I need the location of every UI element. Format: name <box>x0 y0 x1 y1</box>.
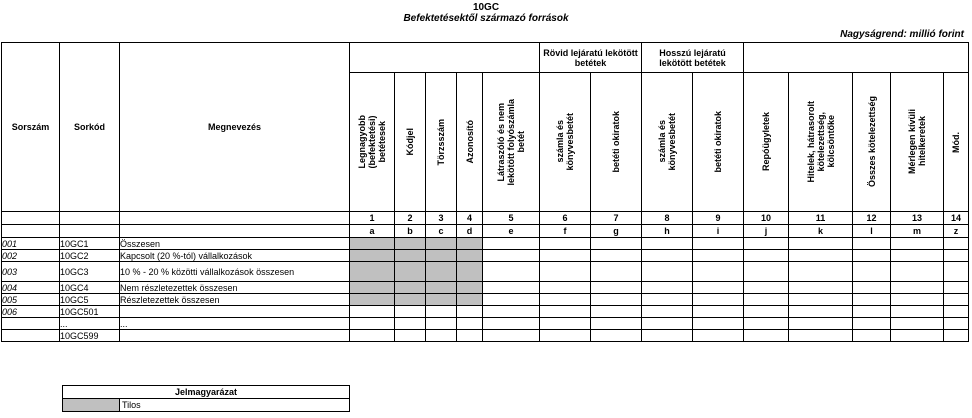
row-number: 005 <box>2 294 60 306</box>
col-number: 4 <box>457 212 483 225</box>
data-cell <box>540 282 591 294</box>
legend-label: Tilos <box>120 399 350 412</box>
col-letter: c <box>426 225 457 238</box>
data-cell <box>853 306 891 318</box>
data-cell <box>591 250 642 262</box>
data-cell <box>591 306 642 318</box>
header-blank-2 <box>744 43 969 73</box>
unit-note: Nagyságrend: millió forint <box>840 29 964 40</box>
row-code: 10GC4 <box>60 282 120 294</box>
forbidden-cell <box>350 262 395 282</box>
data-cell <box>642 330 693 342</box>
col-number: 12 <box>853 212 891 225</box>
forbidden-cell <box>395 262 426 282</box>
data-cell <box>891 318 944 330</box>
data-cell <box>395 318 426 330</box>
row-number: 006 <box>2 306 60 318</box>
data-cell <box>853 250 891 262</box>
data-cell <box>789 250 853 262</box>
data-cell <box>591 294 642 306</box>
data-cell <box>642 262 693 282</box>
col-letter: m <box>891 225 944 238</box>
forbidden-cell <box>457 294 483 306</box>
row-name: Nem részletezettek összesen <box>120 282 350 294</box>
data-cell <box>426 330 457 342</box>
data-cell <box>944 318 969 330</box>
data-cell <box>350 306 395 318</box>
table-row <box>2 330 969 342</box>
data-cell <box>483 250 540 262</box>
row-number: 003 <box>2 262 60 282</box>
forbidden-cell <box>395 250 426 262</box>
data-cell <box>944 294 969 306</box>
data-cell <box>642 306 693 318</box>
data-cell <box>395 330 426 342</box>
data-cell <box>426 306 457 318</box>
data-cell <box>483 238 540 250</box>
forbidden-cell <box>426 282 457 294</box>
row-number: 001 <box>2 238 60 250</box>
data-cell <box>426 318 457 330</box>
table-row <box>2 238 969 250</box>
col-letter: g <box>591 225 642 238</box>
data-cell <box>693 306 744 318</box>
data-cell <box>483 318 540 330</box>
data-cell <box>853 262 891 282</box>
row-number <box>2 330 60 342</box>
col-header-hitelek: Hitelek, hátrasorolt kötelezettség, kölcsöntőke <box>789 73 853 212</box>
col-letter: e <box>483 225 540 238</box>
col-letter: z <box>944 225 969 238</box>
col-header-kodjel: Kódjel <box>395 73 426 212</box>
col-number: 2 <box>395 212 426 225</box>
col-letter: f <box>540 225 591 238</box>
col-header-merlegen-kivuli: Mérlegen kívüli hitelkeretek <box>891 73 944 212</box>
legend <box>62 385 350 412</box>
data-cell <box>944 238 969 250</box>
row-name: 10 % - 20 % közötti vállalkozások összesen <box>120 262 350 282</box>
data-cell <box>693 330 744 342</box>
row-number: 004 <box>2 282 60 294</box>
data-cell <box>693 250 744 262</box>
row-code: 10GC501 <box>60 306 120 318</box>
data-cell <box>744 330 789 342</box>
data-cell <box>483 282 540 294</box>
forbidden-cell <box>426 294 457 306</box>
data-cell <box>853 330 891 342</box>
row-code: 10GC1 <box>60 238 120 250</box>
data-cell <box>744 318 789 330</box>
data-cell <box>744 282 789 294</box>
col-header-hosszu-okirat: betéti okiratok <box>693 73 744 212</box>
data-cell <box>483 306 540 318</box>
data-cell <box>642 250 693 262</box>
data-cell <box>457 306 483 318</box>
row-name <box>120 330 350 342</box>
row-code: 10GC3 <box>60 262 120 282</box>
number-row <box>2 212 969 225</box>
forbidden-cell <box>395 238 426 250</box>
col-letter: k <box>789 225 853 238</box>
data-cell <box>350 318 395 330</box>
row-code: 10GC599 <box>60 330 120 342</box>
col-number: 13 <box>891 212 944 225</box>
legend-swatch-gray <box>63 399 120 412</box>
col-letter: j <box>744 225 789 238</box>
forbidden-cell <box>350 238 395 250</box>
table-row <box>2 294 969 306</box>
row-name: ... <box>120 318 350 330</box>
data-cell <box>693 294 744 306</box>
forbidden-cell <box>395 294 426 306</box>
data-cell <box>395 306 426 318</box>
legend-title: Jelmagyarázat <box>63 386 350 399</box>
data-cell <box>693 262 744 282</box>
forbidden-cell <box>350 250 395 262</box>
data-cell <box>591 282 642 294</box>
col-letter: l <box>853 225 891 238</box>
data-cell <box>591 238 642 250</box>
table-row <box>2 250 969 262</box>
forbidden-cell <box>457 262 483 282</box>
table-row <box>2 262 969 282</box>
col-number: 8 <box>642 212 693 225</box>
data-cell <box>853 238 891 250</box>
data-cell <box>350 330 395 342</box>
col-letter: a <box>350 225 395 238</box>
data-cell <box>944 250 969 262</box>
data-cell <box>744 238 789 250</box>
col-number: 9 <box>693 212 744 225</box>
col-header-torzsszam: Törzsszám <box>426 73 457 212</box>
report-title: Befektetésektől származó források <box>403 13 569 24</box>
col-number: 10 <box>744 212 789 225</box>
forbidden-cell <box>426 250 457 262</box>
col-letter: h <box>642 225 693 238</box>
data-cell <box>591 262 642 282</box>
data-cell <box>642 294 693 306</box>
data-cell <box>891 250 944 262</box>
col-header-latraszolo: Látraszóló és nem lekötött folyószámla betét <box>483 73 540 212</box>
data-cell <box>944 306 969 318</box>
data-cell <box>483 330 540 342</box>
row-name: Részletezettek összesen <box>120 294 350 306</box>
main-table <box>1 42 969 342</box>
col-header-osszes: Összes kötelezettség <box>853 73 891 212</box>
data-cell <box>853 282 891 294</box>
data-cell <box>891 262 944 282</box>
data-cell <box>891 238 944 250</box>
data-cell <box>483 262 540 282</box>
data-cell <box>789 294 853 306</box>
data-cell <box>789 318 853 330</box>
data-cell <box>789 238 853 250</box>
data-cell <box>891 330 944 342</box>
col-number: 11 <box>789 212 853 225</box>
col-letter: d <box>457 225 483 238</box>
data-cell <box>540 330 591 342</box>
data-cell <box>891 294 944 306</box>
data-cell <box>540 238 591 250</box>
data-cell <box>789 282 853 294</box>
forbidden-cell <box>426 262 457 282</box>
data-cell <box>744 250 789 262</box>
col-header-azonosito: Azonosító <box>457 73 483 212</box>
row-number <box>2 318 60 330</box>
data-cell <box>853 294 891 306</box>
row-code: 10GC2 <box>60 250 120 262</box>
row-name: Összesen <box>120 238 350 250</box>
data-cell <box>693 282 744 294</box>
data-cell <box>891 306 944 318</box>
row-name: Kapcsolt (20 %-tól) vállalkozások <box>120 250 350 262</box>
data-cell <box>693 318 744 330</box>
forbidden-cell <box>426 238 457 250</box>
data-cell <box>457 318 483 330</box>
data-cell <box>944 330 969 342</box>
header-sorszam: Sorszám <box>2 43 60 212</box>
row-number: 002 <box>2 250 60 262</box>
row-name <box>120 306 350 318</box>
data-cell <box>944 262 969 282</box>
data-cell <box>540 306 591 318</box>
data-cell <box>642 318 693 330</box>
col-number: 7 <box>591 212 642 225</box>
data-cell <box>853 318 891 330</box>
header-group-rovid: Rövid lejáratú lekötött betétek <box>540 43 642 73</box>
col-number: 14 <box>944 212 969 225</box>
col-header-repo: Repóügyletek <box>744 73 789 212</box>
header-sorkod: Sorkód <box>60 43 120 212</box>
data-cell <box>457 330 483 342</box>
forbidden-cell <box>350 282 395 294</box>
data-cell <box>642 282 693 294</box>
forbidden-cell <box>457 282 483 294</box>
table-row <box>2 318 969 330</box>
col-number: 3 <box>426 212 457 225</box>
data-cell <box>642 238 693 250</box>
data-cell <box>591 330 642 342</box>
col-header-hosszu-szamla: számla és könyvesbetét <box>642 73 693 212</box>
data-cell <box>789 330 853 342</box>
forbidden-cell <box>350 294 395 306</box>
row-code: 10GC5 <box>60 294 120 306</box>
data-cell <box>789 306 853 318</box>
data-cell <box>540 262 591 282</box>
col-header-mod: Mód. <box>944 73 969 212</box>
col-header-rovid-okirat: betéti okiratok <box>591 73 642 212</box>
header-blank-1 <box>350 43 540 73</box>
forbidden-cell <box>395 282 426 294</box>
table-row <box>2 306 969 318</box>
col-letter: i <box>693 225 744 238</box>
data-cell <box>540 250 591 262</box>
data-cell <box>789 262 853 282</box>
data-cell <box>891 282 944 294</box>
letter-row <box>2 225 969 238</box>
col-number: 1 <box>350 212 395 225</box>
col-letter: b <box>395 225 426 238</box>
data-cell <box>693 238 744 250</box>
col-header-rovid-szamla: számla és könyvesbetét <box>540 73 591 212</box>
forbidden-cell <box>457 238 483 250</box>
header-group-hosszu: Hosszú lejáratú lekötött betétek <box>642 43 744 73</box>
col-header-legnagyobb: Legnagyobb (befektetési) betétesek <box>350 73 395 212</box>
data-cell <box>483 294 540 306</box>
col-number: 6 <box>540 212 591 225</box>
forbidden-cell <box>457 250 483 262</box>
data-cell <box>540 318 591 330</box>
data-cell <box>944 282 969 294</box>
data-cell <box>744 306 789 318</box>
data-cell <box>744 294 789 306</box>
report-code: 10GC <box>472 2 500 13</box>
data-cell <box>540 294 591 306</box>
table-row <box>2 282 969 294</box>
data-cell <box>591 318 642 330</box>
data-cell <box>744 262 789 282</box>
header-megnevezes: Megnevezés <box>120 43 350 212</box>
col-number: 5 <box>483 212 540 225</box>
row-code: ... <box>60 318 120 330</box>
